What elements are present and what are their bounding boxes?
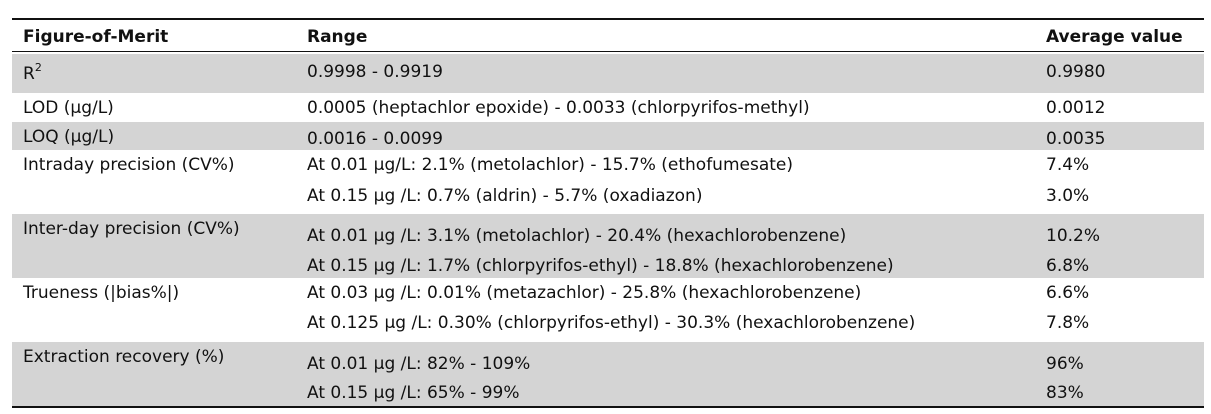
recovery-average-2: 83% bbox=[1046, 383, 1084, 403]
r2-range: 0.9998 - 0.9919 bbox=[307, 62, 443, 82]
interday-range-1: At 0.01 µg /L: 3.1% (metolachlor) - 20.4% (hexachlorobenzene) bbox=[307, 226, 847, 246]
trueness-range-2: At 0.125 µg /L: 0.30% (chlorpyrifos-ethyl) - 30.3% (hexachlorobenzene) bbox=[307, 313, 916, 333]
trueness-average-1: 6.6% bbox=[1046, 283, 1090, 303]
recovery-range-2: At 0.15 µg /L: 65% - 99% bbox=[307, 383, 520, 403]
interday-average-2: 6.8% bbox=[1046, 256, 1090, 276]
lod-range: 0.0005 (heptachlor epoxide) - 0.0033 (chlorpyrifos-methyl) bbox=[307, 98, 810, 118]
intraday-label: Intraday precision (CV%) bbox=[23, 155, 235, 175]
trueness-range-1: At 0.03 µg /L: 0.01% (metazachlor) - 25.8% (hexachlorobenzene) bbox=[307, 283, 862, 303]
intraday-range-1: At 0.01 µg/L: 2.1% (metolachlor) - 15.7% (ethofumesate) bbox=[307, 155, 794, 175]
interday-label: Inter-day precision (CV%) bbox=[23, 219, 240, 239]
loq-range: 0.0016 - 0.0099 bbox=[307, 129, 443, 149]
header-average-value: Average value bbox=[1046, 27, 1183, 47]
r2-average: 0.9980 bbox=[1046, 62, 1106, 82]
recovery-range-1: At 0.01 µg /L: 82% - 109% bbox=[307, 354, 531, 374]
intraday-average-1: 7.4% bbox=[1046, 155, 1090, 175]
loq-average: 0.0035 bbox=[1046, 129, 1106, 149]
recovery-label: Extraction recovery (%) bbox=[23, 347, 225, 367]
row-band-loq bbox=[12, 122, 1204, 150]
trueness-label: Trueness (|bias%|) bbox=[23, 283, 180, 303]
header-range: Range bbox=[307, 27, 368, 47]
lod-average: 0.0012 bbox=[1046, 98, 1106, 118]
header-figure-of-merit: Figure-of-Merit bbox=[23, 27, 169, 47]
header-rule bbox=[12, 51, 1204, 52]
intraday-average-2: 3.0% bbox=[1046, 186, 1090, 206]
row-band-r2 bbox=[12, 54, 1204, 93]
loq-label: LOQ (µg/L) bbox=[23, 127, 115, 147]
table-top-rule bbox=[12, 18, 1204, 20]
recovery-average-1: 96% bbox=[1046, 354, 1084, 374]
interday-average-1: 10.2% bbox=[1046, 226, 1101, 246]
r2-label: $R^2$ bbox=[23, 61, 42, 84]
table-bottom-rule bbox=[12, 406, 1204, 408]
intraday-range-2: At 0.15 µg /L: 0.7% (aldrin) - 5.7% (oxadiazon) bbox=[307, 186, 703, 206]
lod-label: LOD (µg/L) bbox=[23, 98, 114, 118]
trueness-average-2: 7.8% bbox=[1046, 313, 1090, 333]
interday-range-2: At 0.15 µg /L: 1.7% (chlorpyrifos-ethyl) - 18.8% (hexachlorobenzene) bbox=[307, 256, 894, 276]
